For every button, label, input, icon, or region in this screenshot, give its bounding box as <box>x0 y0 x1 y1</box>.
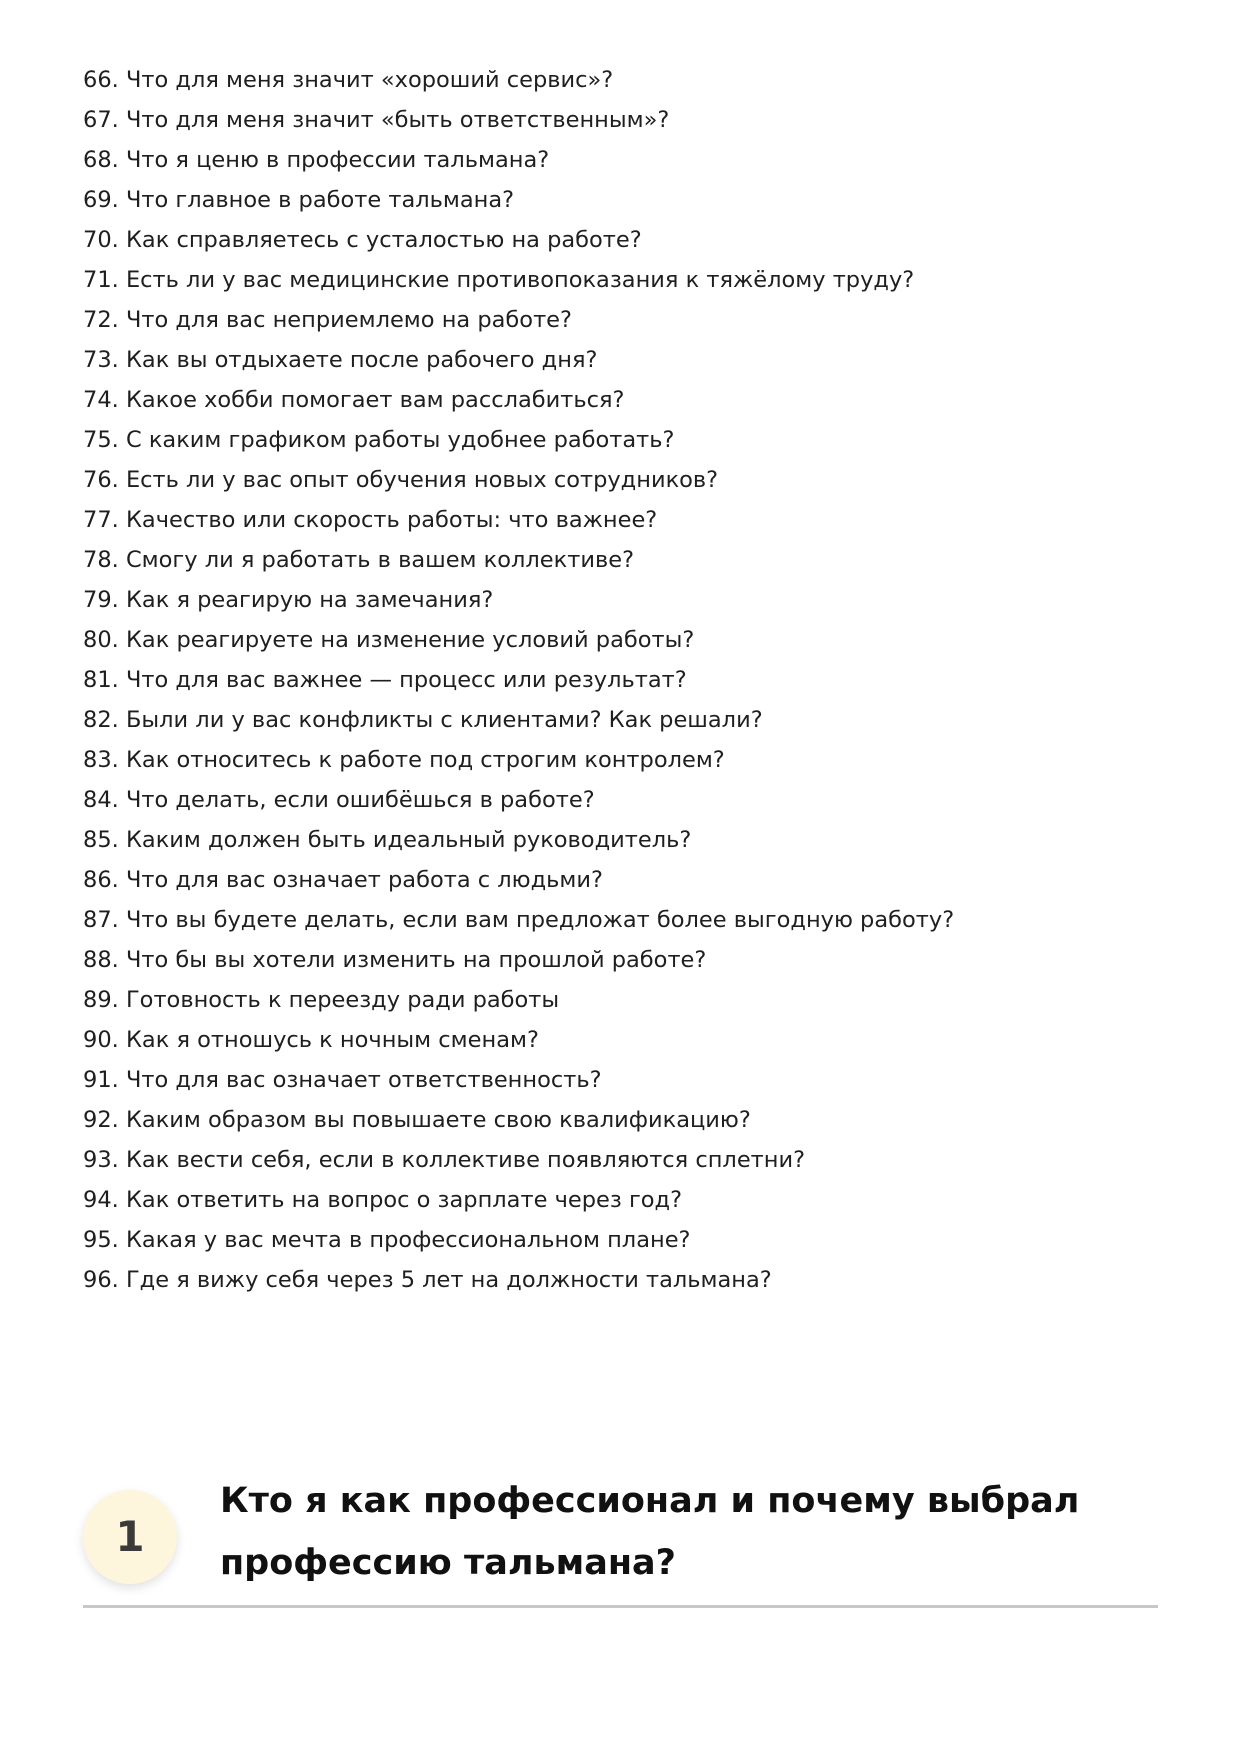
question-number: 88. <box>83 947 119 973</box>
list-item <box>83 860 954 900</box>
question-number: 92. <box>83 1107 119 1133</box>
question-text: Какое хобби помогает вам расслабиться? <box>125 387 625 413</box>
question-text: Каким должен быть идеальный руководитель? <box>125 827 692 853</box>
question-text: Какая у вас мечта в профессиональном плане? <box>125 1227 691 1253</box>
question-text: Есть ли у вас медицинские противопоказания к тяжёлому труду? <box>125 267 915 293</box>
list-item <box>83 100 954 140</box>
question-number: 81. <box>83 667 119 693</box>
question-number: 68. <box>83 147 119 173</box>
question-text: Как относитесь к работе под строгим контролем? <box>125 747 725 773</box>
question-number: 94. <box>83 1187 119 1213</box>
question-text: Как я реагирую на замечания? <box>125 587 494 613</box>
question-number: 85. <box>83 827 119 853</box>
list-item <box>83 780 954 820</box>
list-item <box>83 1140 954 1180</box>
list-item <box>83 940 954 980</box>
section-number-badge: 1 <box>83 1490 177 1584</box>
list-item <box>83 580 954 620</box>
question-number: 95. <box>83 1227 119 1253</box>
list-item <box>83 300 954 340</box>
list-item <box>83 1020 954 1060</box>
question-text: Что делать, если ошибёшься в работе? <box>125 787 595 813</box>
question-number: 90. <box>83 1027 119 1053</box>
list-item <box>83 140 954 180</box>
question-number: 77. <box>83 507 119 533</box>
question-number: 71. <box>83 267 119 293</box>
list-item <box>83 60 954 100</box>
question-text: Что для вас важнее — процесс или результат? <box>125 667 687 693</box>
question-number: 76. <box>83 467 119 493</box>
list-item <box>83 460 954 500</box>
question-text: Что для вас означает работа с людьми? <box>125 867 603 893</box>
list-item <box>83 620 954 660</box>
list-item <box>83 1100 954 1140</box>
question-number: 84. <box>83 787 119 813</box>
list-item <box>83 980 954 1020</box>
list-item <box>83 660 954 700</box>
question-text: Как вести себя, если в коллективе появляются сплетни? <box>125 1147 806 1173</box>
question-text: Что бы вы хотели изменить на прошлой работе? <box>125 947 707 973</box>
question-number: 72. <box>83 307 119 333</box>
question-text: Как реагируете на изменение условий работы? <box>125 627 695 653</box>
question-text: Были ли у вас конфликты с клиентами? Как решали? <box>125 707 763 733</box>
question-text: Как справляетесь с усталостью на работе? <box>125 227 642 253</box>
list-item <box>83 540 954 580</box>
question-text: Смогу ли я работать в вашем коллективе? <box>125 547 635 573</box>
list-item <box>83 700 954 740</box>
question-text: Что для меня значит «быть ответственным»? <box>125 107 670 133</box>
question-text: Как вы отдыхаете после рабочего дня? <box>125 347 598 373</box>
list-item <box>83 1060 954 1100</box>
question-list <box>83 60 954 1300</box>
list-item <box>83 260 954 300</box>
question-text: Где я вижу себя через 5 лет на должности тальмана? <box>125 1267 772 1293</box>
question-number: 96. <box>83 1267 119 1293</box>
question-text: Готовность к переезду ради работы <box>125 987 560 1013</box>
list-item <box>83 740 954 780</box>
question-text: Что я ценю в профессии тальмана? <box>125 147 550 173</box>
question-number: 69. <box>83 187 119 213</box>
list-item <box>83 220 954 260</box>
section-title: Кто я как профессионал и почему выбрал профессию тальмана? <box>220 1481 1080 1583</box>
question-text: Есть ли у вас опыт обучения новых сотрудников? <box>125 467 719 493</box>
list-item <box>83 1180 954 1220</box>
list-item <box>83 1220 954 1260</box>
question-number: 75. <box>83 427 119 453</box>
list-item <box>83 820 954 860</box>
question-number: 67. <box>83 107 119 133</box>
list-item <box>83 500 954 540</box>
question-number: 89. <box>83 987 119 1013</box>
question-number: 78. <box>83 547 119 573</box>
list-item <box>83 180 954 220</box>
section-header <box>83 1458 1158 1608</box>
question-number: 86. <box>83 867 119 893</box>
question-number: 74. <box>83 387 119 413</box>
question-number: 91. <box>83 1067 119 1093</box>
question-text: Что для меня значит «хороший сервис»? <box>125 67 614 93</box>
question-text: Качество или скорость работы: что важнее? <box>125 507 658 533</box>
list-item <box>83 380 954 420</box>
question-number: 93. <box>83 1147 119 1173</box>
question-text: Как ответить на вопрос о зарплате через год? <box>125 1187 683 1213</box>
question-text: Что для вас означает ответственность? <box>125 1067 602 1093</box>
list-item <box>83 1260 954 1300</box>
question-text: Что для вас неприемлемо на работе? <box>125 307 572 333</box>
question-number: 87. <box>83 907 119 933</box>
question-text: Что вы будете делать, если вам предложат более выгодную работу? <box>125 907 955 933</box>
question-text: С каким графиком работы удобнее работать? <box>125 427 675 453</box>
question-number: 82. <box>83 707 119 733</box>
list-item <box>83 420 954 460</box>
list-item <box>83 900 954 940</box>
question-number: 79. <box>83 587 119 613</box>
question-number: 73. <box>83 347 119 373</box>
question-text: Каким образом вы повышаете свою квалификацию? <box>125 1107 751 1133</box>
question-number: 80. <box>83 627 119 653</box>
question-number: 70. <box>83 227 119 253</box>
question-text: Что главное в работе тальмана? <box>125 187 515 213</box>
question-number: 83. <box>83 747 119 773</box>
question-number: 66. <box>83 67 119 93</box>
question-text: Как я отношусь к ночным сменам? <box>125 1027 539 1053</box>
list-item <box>83 340 954 380</box>
